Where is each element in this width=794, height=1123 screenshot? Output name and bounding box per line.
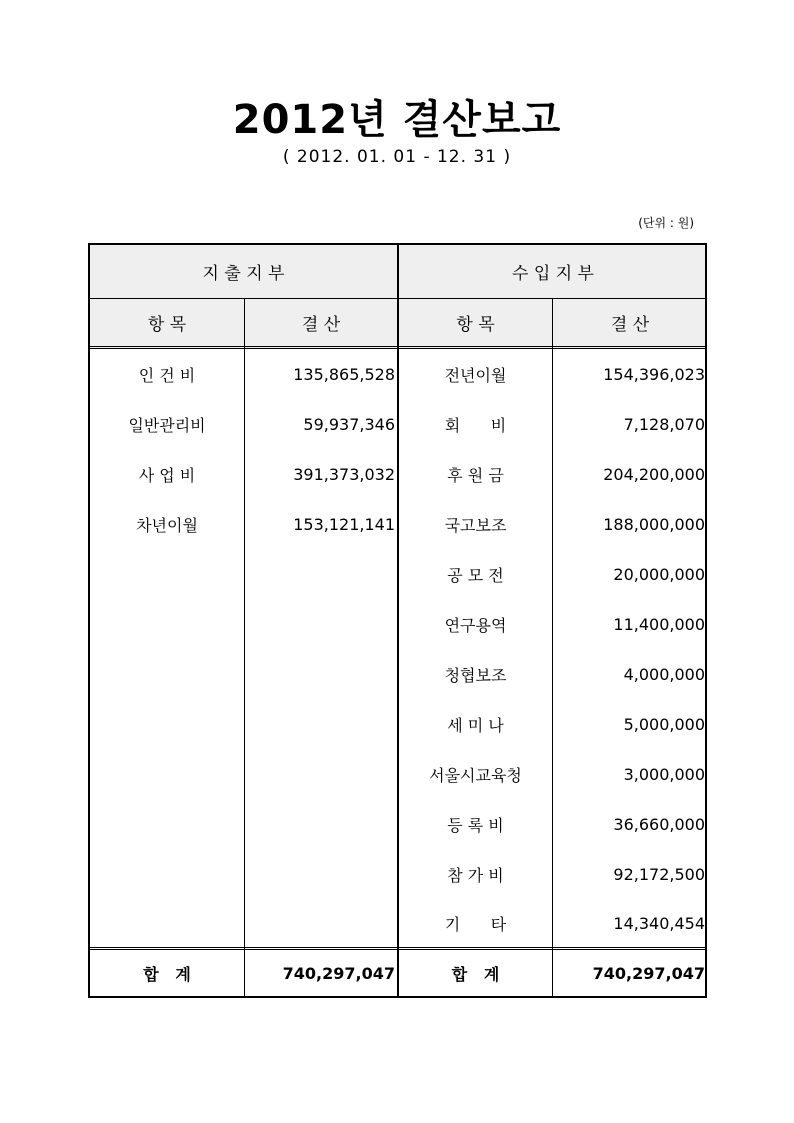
income-item: 후 원 금: [447, 465, 504, 485]
report-period: ( 2012. 01. 01 - 12. 31 ): [282, 147, 512, 167]
expense-amount-header: 결 산: [301, 315, 341, 335]
income-item: 참 가 비: [447, 865, 504, 885]
column-divider: [552, 299, 553, 996]
expense-amount: 135,865,528: [293, 364, 395, 384]
expense-item: 차년이월: [136, 515, 198, 535]
income-amount: 14,340,454: [613, 913, 705, 933]
expense-amount: 391,373,032: [293, 464, 395, 484]
income-item: 기 타: [444, 914, 507, 934]
unit-label: (단위 : 원): [638, 216, 694, 230]
income-amount: 154,396,023: [603, 364, 705, 384]
expense-total-label: 합 계: [143, 964, 191, 984]
income-item: 등 록 비: [447, 815, 504, 835]
income-amount: 4,000,000: [623, 664, 705, 684]
income-amount: 204,200,000: [603, 464, 705, 484]
income-amount: 5,000,000: [623, 714, 705, 734]
income-section-header: 수 입 지 부: [512, 264, 594, 284]
income-item: 청협보조: [444, 665, 507, 685]
settlement-table: [88, 243, 707, 998]
income-amount-header: 결 산: [610, 315, 650, 335]
income-item: 연구용역: [444, 615, 507, 635]
expense-total-amount: 740,297,047: [282, 963, 395, 983]
income-item: 서울시교육청: [429, 765, 522, 785]
income-amount: 92,172,500: [613, 864, 705, 884]
expense-item: 일반관리비: [128, 415, 206, 435]
expense-amount: 153,121,141: [293, 514, 395, 534]
page-title: 2012년 결산보고: [232, 97, 562, 143]
income-amount: 20,000,000: [613, 564, 705, 584]
income-item: 세 미 나: [447, 715, 504, 735]
income-item: 회 비: [444, 415, 507, 435]
expense-section-header: 지 출 지 부: [202, 264, 285, 284]
income-amount: 11,400,000: [613, 614, 705, 634]
income-amount: 3,000,000: [623, 764, 705, 784]
income-item: 전년이월: [444, 365, 507, 385]
income-amount: 36,660,000: [613, 814, 705, 834]
income-item: 공 모 전: [447, 565, 504, 585]
expense-item: 인 건 비: [138, 365, 196, 385]
income-amount: 188,000,000: [603, 514, 705, 534]
income-total-amount: 740,297,047: [592, 963, 705, 983]
income-total-label: 합 계: [451, 964, 500, 984]
expense-amount: 59,937,346: [303, 414, 395, 434]
expense-item-header: 항 목: [147, 315, 187, 335]
income-amount: 7,128,070: [623, 414, 705, 434]
section-divider: [397, 245, 399, 996]
column-divider: [244, 299, 245, 996]
income-item: 국고보조: [444, 515, 507, 535]
income-item-header: 항 목: [456, 315, 495, 335]
expense-item: 사 업 비: [138, 465, 196, 485]
